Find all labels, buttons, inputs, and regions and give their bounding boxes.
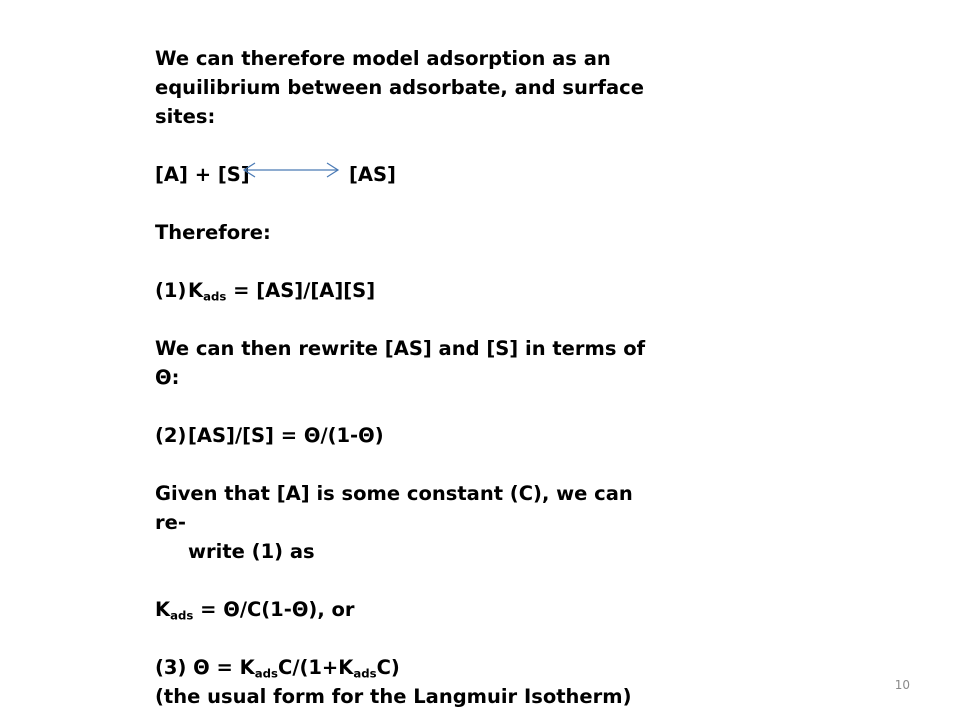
eq1-sub: ads bbox=[203, 289, 227, 304]
eq1-rest: = [AS]/[A][S] bbox=[226, 279, 376, 302]
given-line-1: Given that [A] is some constant (C), we can re- bbox=[155, 482, 633, 534]
kads-k: K bbox=[155, 598, 171, 621]
rewrite-text: We can then rewrite [AS] and [S] in terms of Θ: bbox=[155, 337, 646, 389]
given-line-2: write (1) as bbox=[188, 540, 315, 563]
eq3-c: C) bbox=[376, 656, 400, 679]
eq3-sub1: ads bbox=[254, 666, 279, 681]
intro-text: We can therefore model adsorption as an equilibrium between adsorbate, and surface sites: bbox=[155, 47, 644, 128]
therefore-text: Therefore: bbox=[155, 221, 271, 244]
eq3-sub2: ads bbox=[353, 666, 377, 681]
equation-2 bbox=[155, 421, 655, 450]
kads-sub: ads bbox=[170, 608, 194, 623]
eq3-b: C/(1+K bbox=[278, 656, 354, 679]
slide-number: 10 bbox=[894, 678, 910, 692]
equation-1 bbox=[155, 276, 655, 305]
reaction-equation bbox=[155, 160, 655, 189]
eq2-number: (2) bbox=[155, 424, 187, 447]
eq3-a: (3) Θ = K bbox=[155, 656, 255, 679]
equation-3 bbox=[155, 653, 655, 682]
usual-form-text: (the usual form for the Langmuir Isotherm) bbox=[155, 685, 632, 708]
eq1-k: K bbox=[188, 279, 204, 302]
slide-body bbox=[155, 44, 655, 711]
kads-rest: = Θ/C(1-Θ), or bbox=[193, 598, 355, 621]
eq1-number: (1) bbox=[155, 279, 187, 302]
eq2-text: [AS]/[S] = Θ/(1-Θ) bbox=[188, 424, 384, 447]
equilibrium-arrow-icon bbox=[241, 160, 341, 180]
reaction-left: [A] + [S] bbox=[155, 163, 250, 186]
kads-equation bbox=[155, 595, 655, 624]
reaction-right: [AS] bbox=[349, 163, 396, 186]
